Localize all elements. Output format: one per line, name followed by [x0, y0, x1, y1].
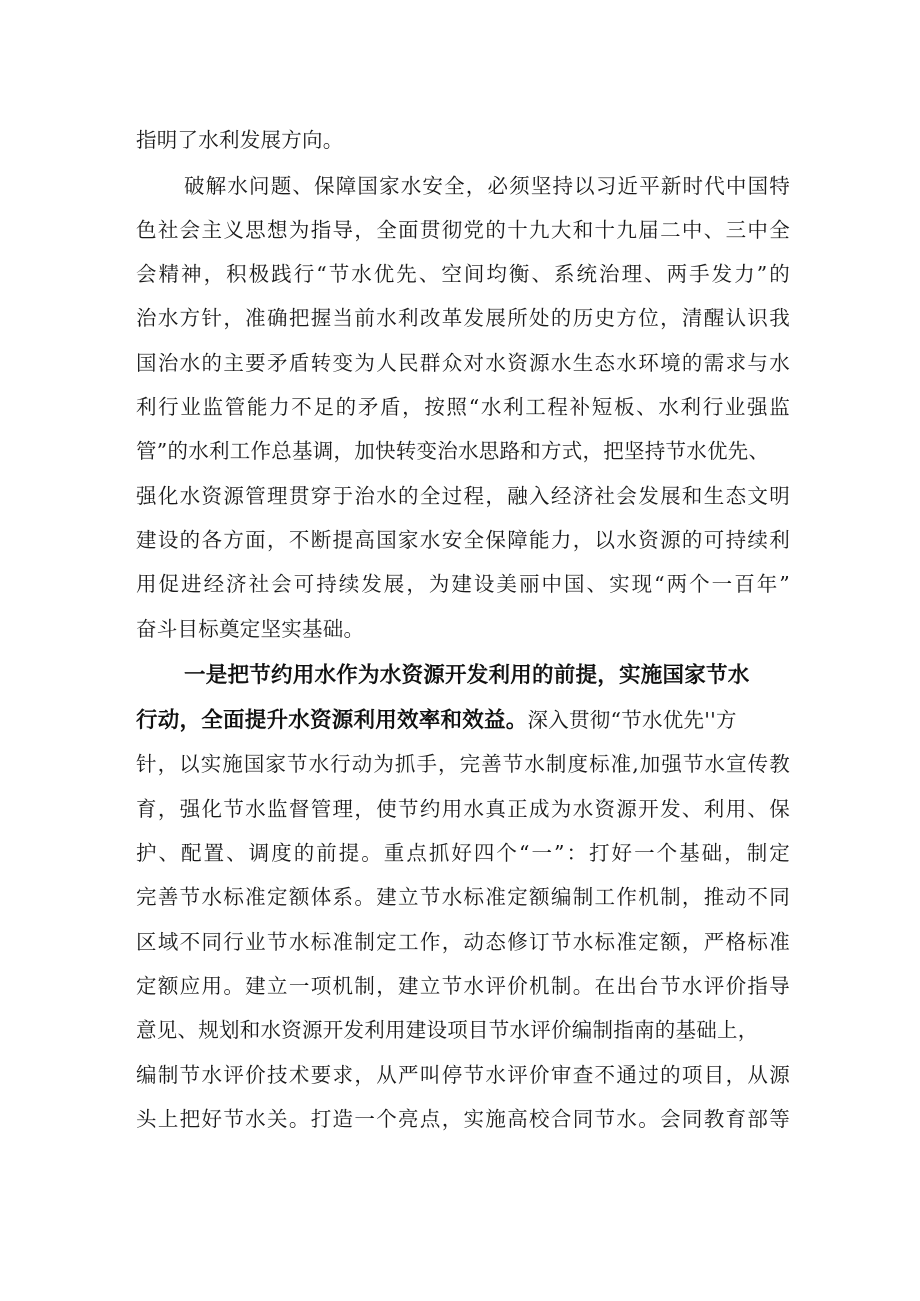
text-line: 护、配置、调度的前提。重点抓好四个“一”：打好一个基础，制定 [136, 841, 790, 865]
text-line: 头上把好节水关。打造一个亮点，实施高校合同节水。会同教育部等 [136, 1107, 790, 1131]
text-line: 定额应用。建立一项机制，建立节水评价机制。在出台节水评价指导 [136, 974, 790, 998]
text-line: 奋斗目标奠定坚实基础。 [136, 617, 365, 641]
text-line: 会精神，积极践行“节水优先、空间均衡、系统治理、两手发力”的 [136, 262, 790, 286]
text-line: 强化水资源管理贯穿于治水的全过程，融入经济社会发展和生态文明 [136, 484, 790, 508]
text-line: 管”的水利工作总基调，加快转变治水思路和方式，把坚持节水优先、 [136, 439, 770, 463]
text-line: 针，以实施国家节水行动为抓手，完善节水制度标准,加强节水宣传教 [136, 752, 790, 776]
text-line: 色社会主义思想为指导，全面贯彻党的十九大和十九届二中、三中全 [136, 218, 790, 242]
text-line: 完善节水标准定额体系。建立节水标准定额编制工作机制，推动不同 [136, 885, 790, 909]
text-line: 区域不同行业节水标准制定工作，动态修订节水标准定额，严格标准 [136, 930, 790, 954]
text-line: 育，强化节水监督管理，使节约用水真正成为水资源开发、利用、保 [136, 797, 790, 821]
bold-heading-line: 行动，全面提升水资源利用效率和效益。 [136, 708, 528, 733]
mixed-text-line [136, 708, 737, 733]
text-line: 国治水的主要矛盾转变为人民群众对水资源水生态水环境的需求与水 [136, 351, 790, 375]
text-line: 破解水问题、保障国家水安全，必须坚持以习近平新时代中国特 [184, 174, 790, 198]
text-line: 编制节水评价技术要求，从严叫停节水评价审查不通过的项目，从源 [136, 1063, 790, 1087]
text-line: 指明了水利发展方向。 [136, 128, 344, 152]
text-line: 意见、规划和水资源开发利用建设项目节水评价编制指南的基础上， [136, 1018, 759, 1042]
text-line: 建设的各方面，不断提高国家水安全保障能力，以水资源的可持续利 [136, 528, 790, 552]
text-line: 治水方针，准确把握当前水利改革发展所处的历史方位，清醒认识我 [136, 306, 790, 330]
text-line: 利行业监管能力不足的矛盾，按照“水利工程补短板、水利行业强监 [136, 395, 790, 419]
text-line: 用促进经济社会可持续发展，为建设美丽中国、实现“两个一百年” [136, 572, 790, 596]
bold-heading-line: 一是把节约用水作为水资源开发利用的前提，实施国家节水 [184, 663, 750, 688]
text-line: 深入贯彻“节水优先''方 [527, 708, 737, 732]
